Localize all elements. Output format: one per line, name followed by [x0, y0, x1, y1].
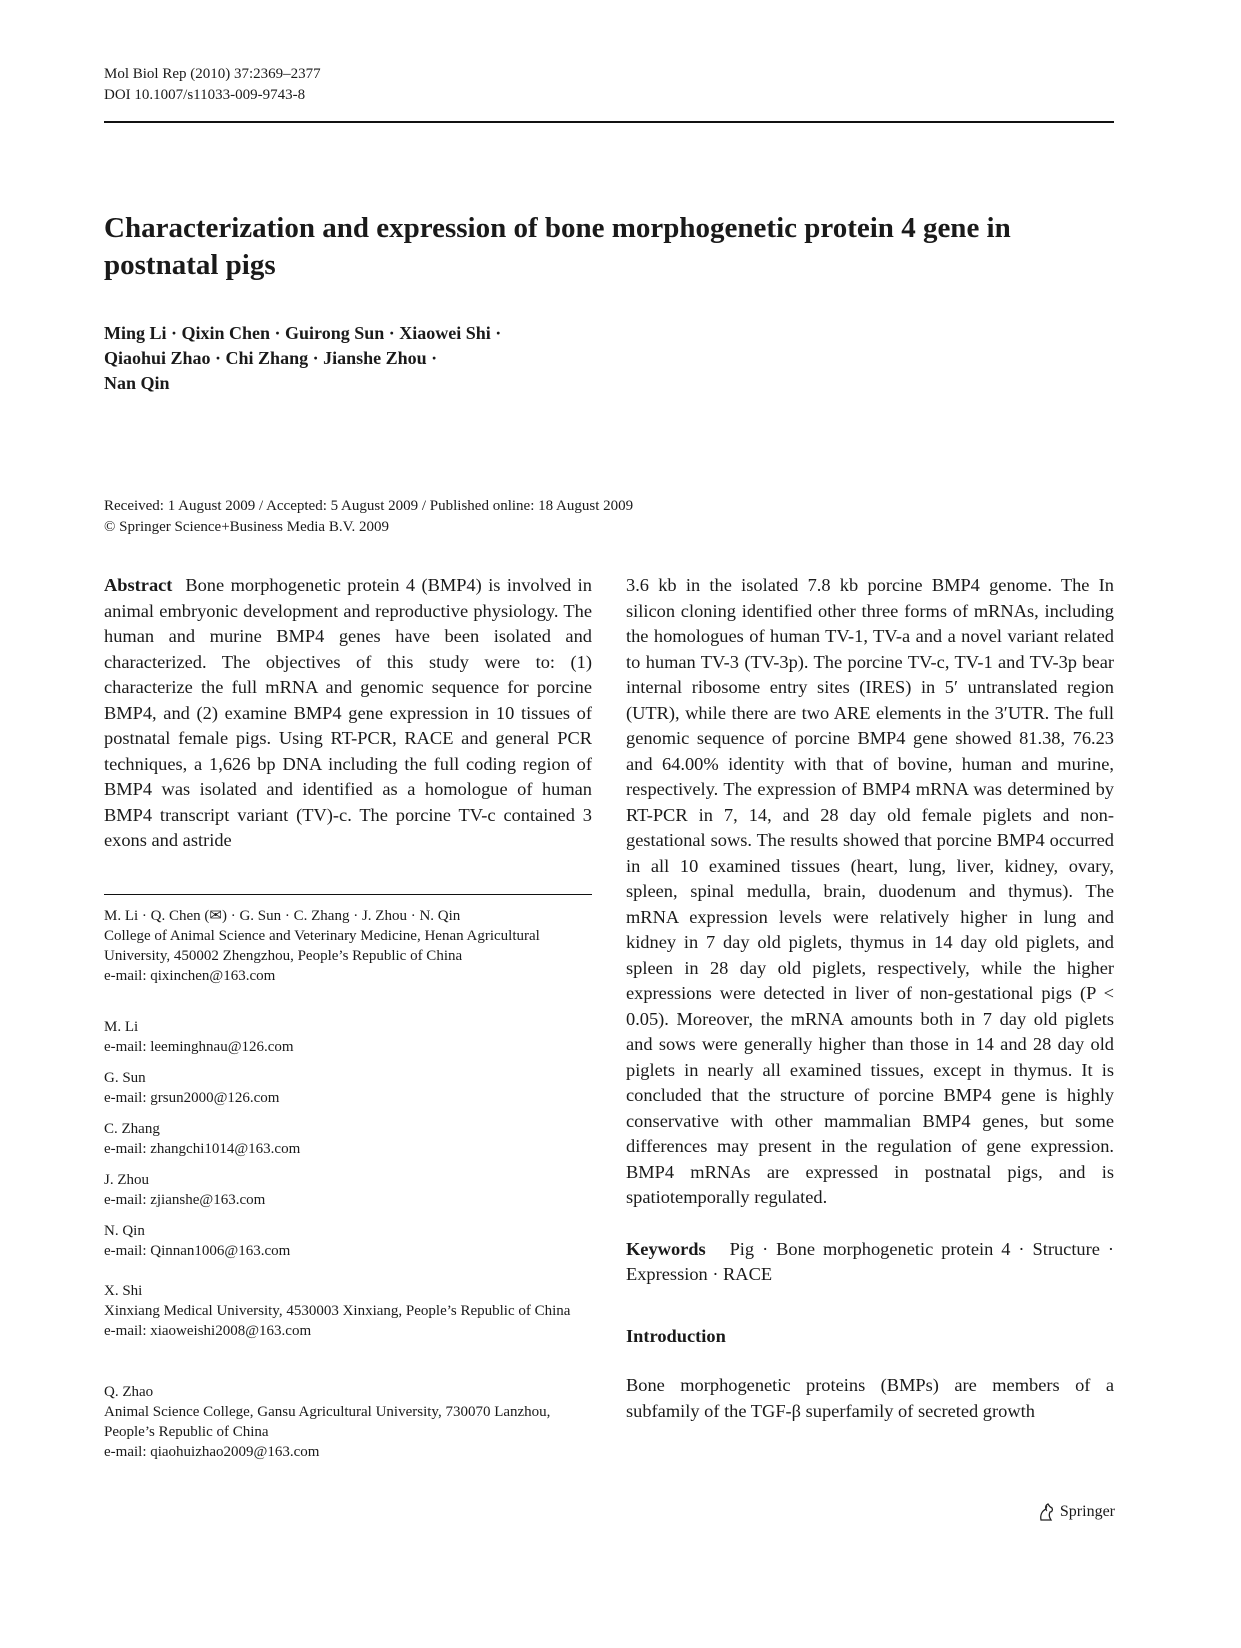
affiliation-name: G. Sun: [104, 1070, 146, 1086]
keywords-text: Pig · Bone morphogenetic protein 4 · Structure · Expression · RACE: [626, 1238, 1115, 1284]
affiliation-name: J. Zhou: [104, 1172, 149, 1188]
affiliation-email: e-mail: leeminghnau@126.com: [104, 1039, 294, 1055]
affiliation-shi: [104, 1281, 574, 1341]
copyright-line: © Springer Science+Business Media B.V. 2009: [104, 519, 389, 535]
abstract-text-right: 3.6 kb in the isolated 7.8 kb porcine BMP4 genome. The In silicon cloning identified other three forms of mRNAs, including the homologues of human TV-1, TV-a and a novel variant related to human TV-3 (TV-3p). The porcine TV-c, TV-1 and TV-3p bear internal ribosome entry sites (IRES) in 5′ untranslated region (UTR), while there are two ARE elements in the 3′UTR. The full genomic sequence of porcine BMP4 gene showed 81.38, 76.23 and 64.00% identity with that of bovine, human and murine, respectively. The expression of BMP4 mRNA was determined by RT-PCR in 7, 14, and 28 day old female piglets and non-gestational sows. The results showed that porcine BMP4 occurred in all 10 examined tissues (heart, lung, liver, kidney, ovary, spleen, spinal medulla, brain, duodenum and thymus). The mRNA expression levels were relatively higher in lung and kidney in 7 day old piglets, thymus in 14 day old piglets, and spleen in 28 day old piglets, respectively, while the higher expressions were detected in liver of non-gestational pigs (P < 0.05). Moreover, the mRNA amounts both in 7 day old piglets and sows were generally higher than those in 14 and 28 day old piglets in nearly all examined tissues, except in thymus. It is concluded that the structure of porcine BMP4 gene is highly conservative with other mammalian BMP4 genes, but some differences may present in the regulation of gene expression. BMP4 mRNAs are expressed in postnatal pigs, and is spatiotemporally regulated.: [626, 575, 1114, 1207]
affiliation-name: X. Shi: [104, 1283, 143, 1299]
author-line: Ming Li · Qixin Chen · Guirong Sun · Xiaowei Shi ·: [104, 323, 502, 343]
affiliation-email: e-mail: qiaohuizhao2009@163.com: [104, 1444, 320, 1460]
affiliation-main: [104, 906, 574, 986]
abstract-right-column: [626, 573, 1114, 1424]
introduction-heading: Introduction: [626, 1325, 726, 1346]
journal-doi: DOI 10.1007/s11033-009-9743-8: [104, 87, 306, 103]
affiliation-email: e-mail: Qinnan1006@163.com: [104, 1243, 291, 1259]
keywords-label: Keywords: [626, 1238, 706, 1259]
affiliation-authors: M. Li · Q. Chen (✉) · G. Sun · C. Zhang · J. Zhou · N. Qin: [104, 908, 461, 924]
author-line: Qiaohui Zhao · Chi Zhang · Jianshe Zhou ·: [104, 348, 438, 368]
keywords-block: [626, 1237, 1114, 1288]
affiliation-li: [104, 1017, 574, 1057]
author-list: [104, 321, 724, 396]
history-dates: Received: 1 August 2009 / Accepted: 5 August 2009 / Published online: 18 August 2009: [104, 498, 634, 514]
article-history: [104, 496, 1004, 538]
affiliation-email: e-mail: qixinchen@163.com: [104, 968, 276, 984]
abstract-left-column: [104, 573, 592, 854]
header-rule: [104, 121, 1114, 123]
introduction-text: Bone morphogenetic proteins (BMPs) are members of a subfamily of the TGF-β superfamily of secreted growth: [626, 1375, 1114, 1421]
affiliation-email: e-mail: zjianshe@163.com: [104, 1192, 266, 1208]
affiliation-sun: [104, 1068, 574, 1108]
affiliation-email: e-mail: zhangchi1014@163.com: [104, 1141, 301, 1157]
affiliation-email: e-mail: grsun2000@126.com: [104, 1090, 280, 1106]
affiliation-name: C. Zhang: [104, 1121, 160, 1137]
affiliation-name: Q. Zhao: [104, 1384, 154, 1400]
footnote-rule: [104, 894, 592, 895]
affiliation-zhao: [104, 1382, 574, 1462]
abstract-text-left: Bone morphogenetic protein 4 (BMP4) is involved in animal embryonic development and reproductive physiology. The human and murine BMP4 genes have been isolated and characterized. The objectives of this study were to: (1) characterize the full mRNA and genomic sequence for porcine BMP4, and (2) examine BMP4 gene expression in 10 tissues of postnatal female pigs. Using RT-PCR, RACE and general PCR techniques, a 1,626 bp DNA including the full coding region of BMP4 was isolated and identified as a homologue of human BMP4 transcript variant (TV)-c. The porcine TV-c contained 3 exons and astride: [104, 575, 592, 850]
author-line: Nan Qin: [104, 373, 170, 393]
affiliation-institution: Xinxiang Medical University, 4530003 Xinxiang, People’s Republic of China: [104, 1303, 571, 1319]
affiliation-zhou: [104, 1170, 574, 1210]
journal-citation: Mol Biol Rep (2010) 37:2369–2377: [104, 66, 321, 82]
abstract-label: Abstract: [104, 575, 173, 595]
springer-horse-icon: [1037, 1502, 1055, 1522]
affiliation-qin: [104, 1221, 574, 1261]
springer-logo: [1037, 1502, 1115, 1522]
article-title: Characterization and expression of bone morphogenetic protein 4 gene in postnatal pigs: [104, 212, 1011, 281]
affiliation-institution: Animal Science College, Gansu Agricultural University, 730070 Lanzhou, People’s Republic of China: [104, 1404, 551, 1440]
affiliation-email: e-mail: xiaoweishi2008@163.com: [104, 1323, 312, 1339]
affiliation-name: M. Li: [104, 1019, 139, 1035]
affiliation-zhang: [104, 1119, 574, 1159]
affiliation-institution: College of Animal Science and Veterinary Medicine, Henan Agricultural University, 450002 Zhengzhou, People’s Republic of China: [104, 928, 540, 964]
affiliation-name: N. Qin: [104, 1223, 145, 1239]
publisher-name: Springer: [1059, 1503, 1115, 1520]
